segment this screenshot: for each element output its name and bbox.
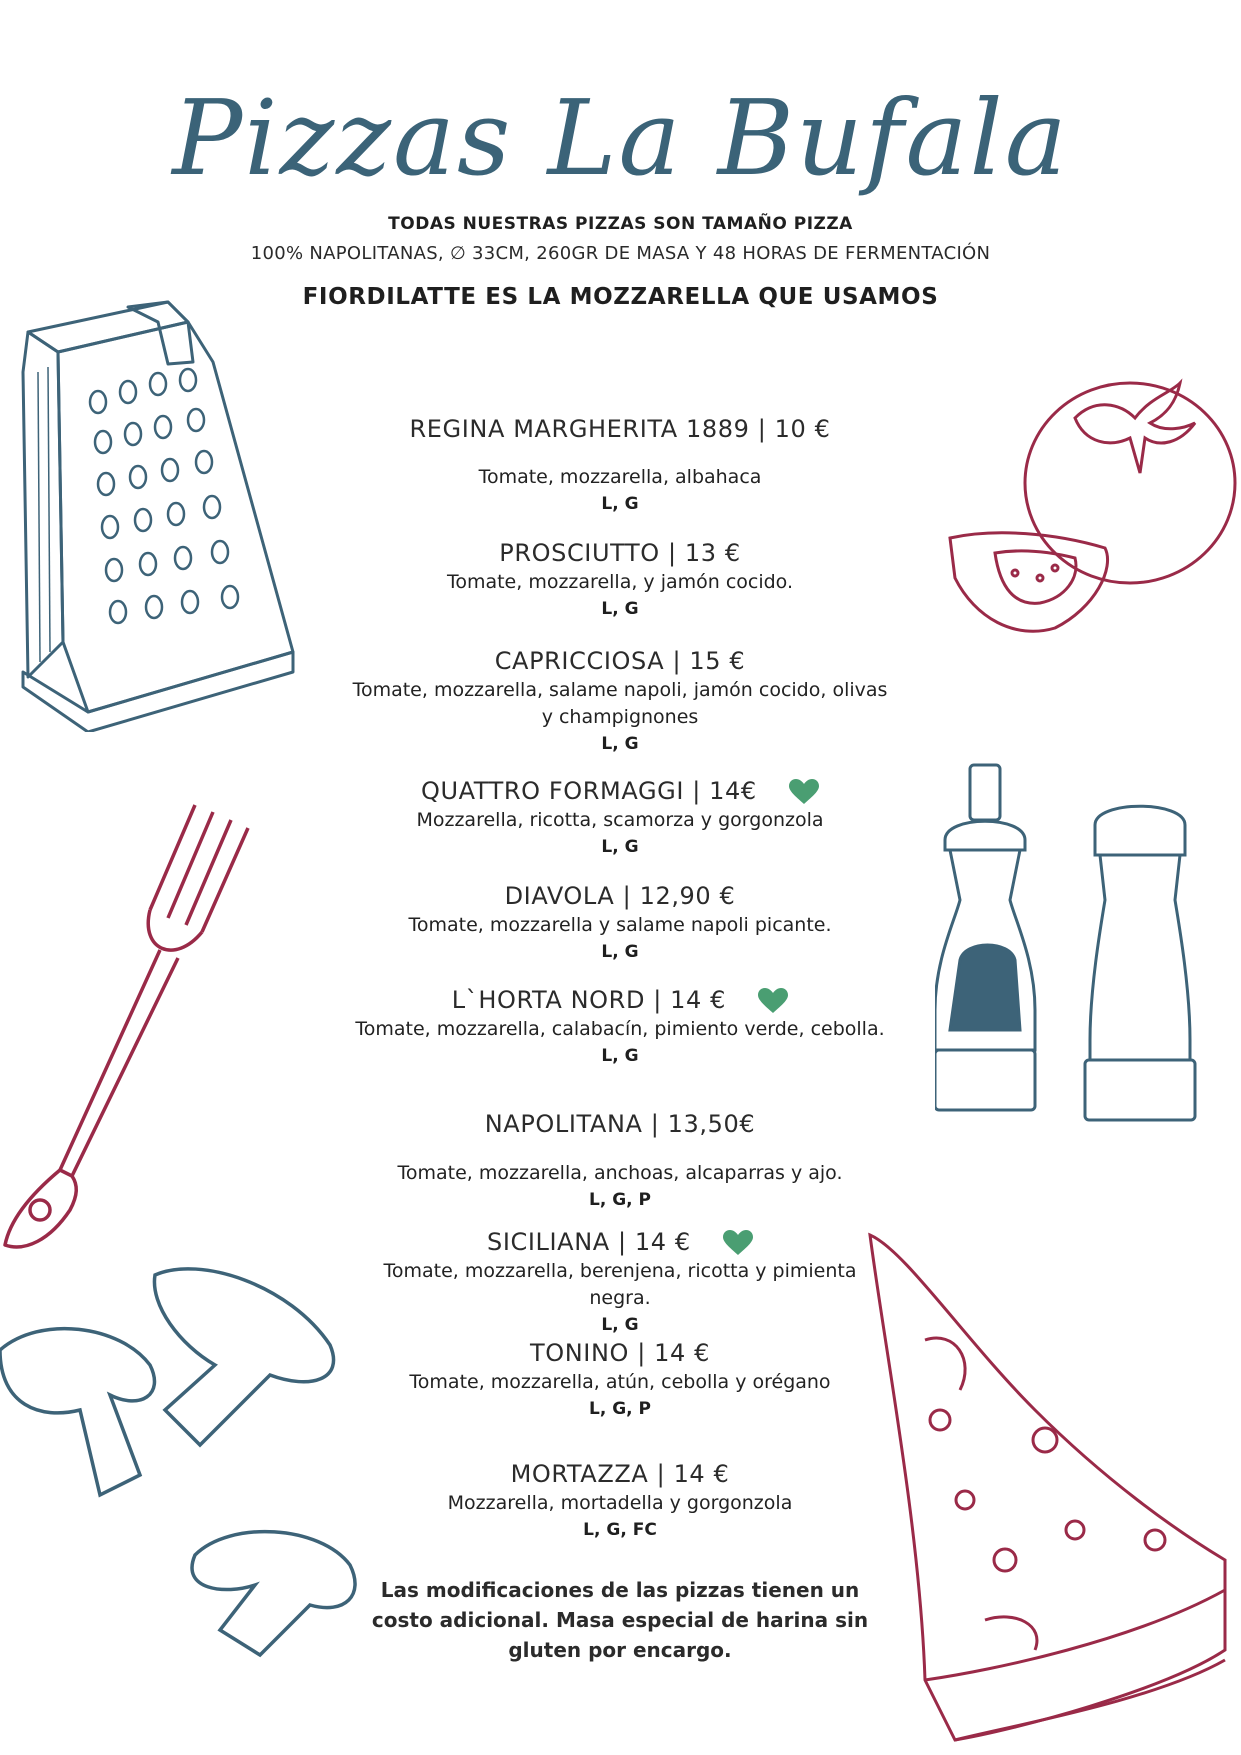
menu-item: [350, 645, 890, 757]
menu-item-allergens: L, G: [601, 599, 639, 619]
menu-item-allergens: L, G, FC: [583, 1520, 657, 1540]
menu-item-name: PROSCIUTTO | 13 €: [499, 539, 741, 567]
menu-item: [350, 1458, 890, 1543]
menu-item-name: DIAVOLA | 12,90 €: [504, 882, 736, 910]
menu-item-name: MORTAZZA | 14 €: [510, 1460, 730, 1488]
menu-item-description: Tomate, mozzarella, atún, cebolla y orégano: [409, 1371, 831, 1393]
menu-item: [350, 1108, 890, 1213]
heart-icon: [789, 779, 819, 805]
grater-illustration: [18, 292, 303, 732]
menu-item-name-row: [350, 1226, 890, 1258]
menu-item: [350, 984, 890, 1069]
salt-pepper-illustration: [935, 760, 1235, 1150]
tomato-illustration: [945, 378, 1240, 678]
menu-item-description: Tomate, mozzarella, albahaca: [478, 466, 762, 488]
mushroom-illustration: [0, 1245, 380, 1665]
menu-item-name-row: [350, 984, 890, 1016]
menu-item: [350, 1226, 890, 1338]
footer-note: Las modificaciones de las pizzas tienen un costo adicional. Masa especial de harina sin gluten por encargo.: [371, 1578, 869, 1662]
heart-icon: [758, 988, 788, 1014]
menu-item-allergens: L, G, P: [589, 1399, 651, 1419]
pizza-slice-illustration: [865, 1230, 1235, 1750]
menu-item-description: Tomate, mozzarella, calabacín, pimiento verde, cebolla.: [355, 1018, 885, 1040]
menu-item-allergens: L, G: [601, 942, 639, 962]
menu-item-allergens: L, G, P: [589, 1190, 651, 1210]
menu-item-name: CAPRICCIOSA | 15 €: [494, 647, 746, 675]
heart-icon: [723, 1230, 753, 1256]
menu-item-name: REGINA MARGHERITA 1889 | 10 €: [409, 415, 831, 443]
subtitle-size: TODAS NUESTRAS PIZZAS SON TAMAÑO PIZZA: [388, 214, 853, 234]
menu-item-allergens: L, G: [601, 1046, 639, 1066]
subtitle-specs: 100% NAPOLITANAS, ∅ 33CM, 260GR DE MASA Y 48 HORAS DE FERMENTACIÓN: [250, 243, 991, 264]
menu-item-allergens: L, G: [601, 1315, 639, 1335]
menu-item: [350, 775, 890, 860]
page-title: Pizzas La Bufala: [172, 77, 1069, 199]
menu-item-description: Tomate, mozzarella, berenjena, ricotta y pimienta negra.: [383, 1260, 857, 1309]
menu-item-allergens: L, G: [601, 494, 639, 514]
menu-item-description: Mozzarella, mortadella y gorgonzola: [447, 1492, 793, 1514]
fork-illustration: [0, 800, 250, 1260]
menu-item-allergens: L, G: [601, 837, 639, 857]
menu-item-name-row: [350, 775, 890, 807]
menu-item-description: Tomate, mozzarella, salame napoli, jamón cocido, olivas y champignones: [352, 679, 888, 728]
menu-item-name: SICILIANA | 14 €: [486, 1228, 691, 1256]
menu-item-description: Tomate, mozzarella, y jamón cocido.: [446, 571, 794, 593]
menu-item-description: Tomate, mozzarella y salame napoli picante.: [408, 914, 832, 936]
menu-item: [350, 1337, 890, 1422]
menu-item: [350, 413, 890, 517]
menu-item-description: Mozzarella, ricotta, scamorza y gorgonzola: [416, 809, 824, 831]
menu-item-description: Tomate, mozzarella, anchoas, alcaparras y ajo.: [397, 1162, 843, 1184]
menu-item-name: L`HORTA NORD | 14 €: [451, 986, 727, 1014]
menu-item: [350, 537, 890, 622]
menu-item-name: QUATTRO FORMAGGI | 14€: [420, 777, 757, 805]
menu-item-allergens: L, G: [601, 734, 639, 754]
menu-item: [350, 880, 890, 965]
menu-item-name: TONINO | 14 €: [529, 1339, 710, 1367]
subtitle-mozzarella: FIORDILATTE ES LA MOZZARELLA QUE USAMOS: [302, 284, 939, 310]
menu-item-name: NAPOLITANA | 13,50€: [484, 1110, 756, 1138]
